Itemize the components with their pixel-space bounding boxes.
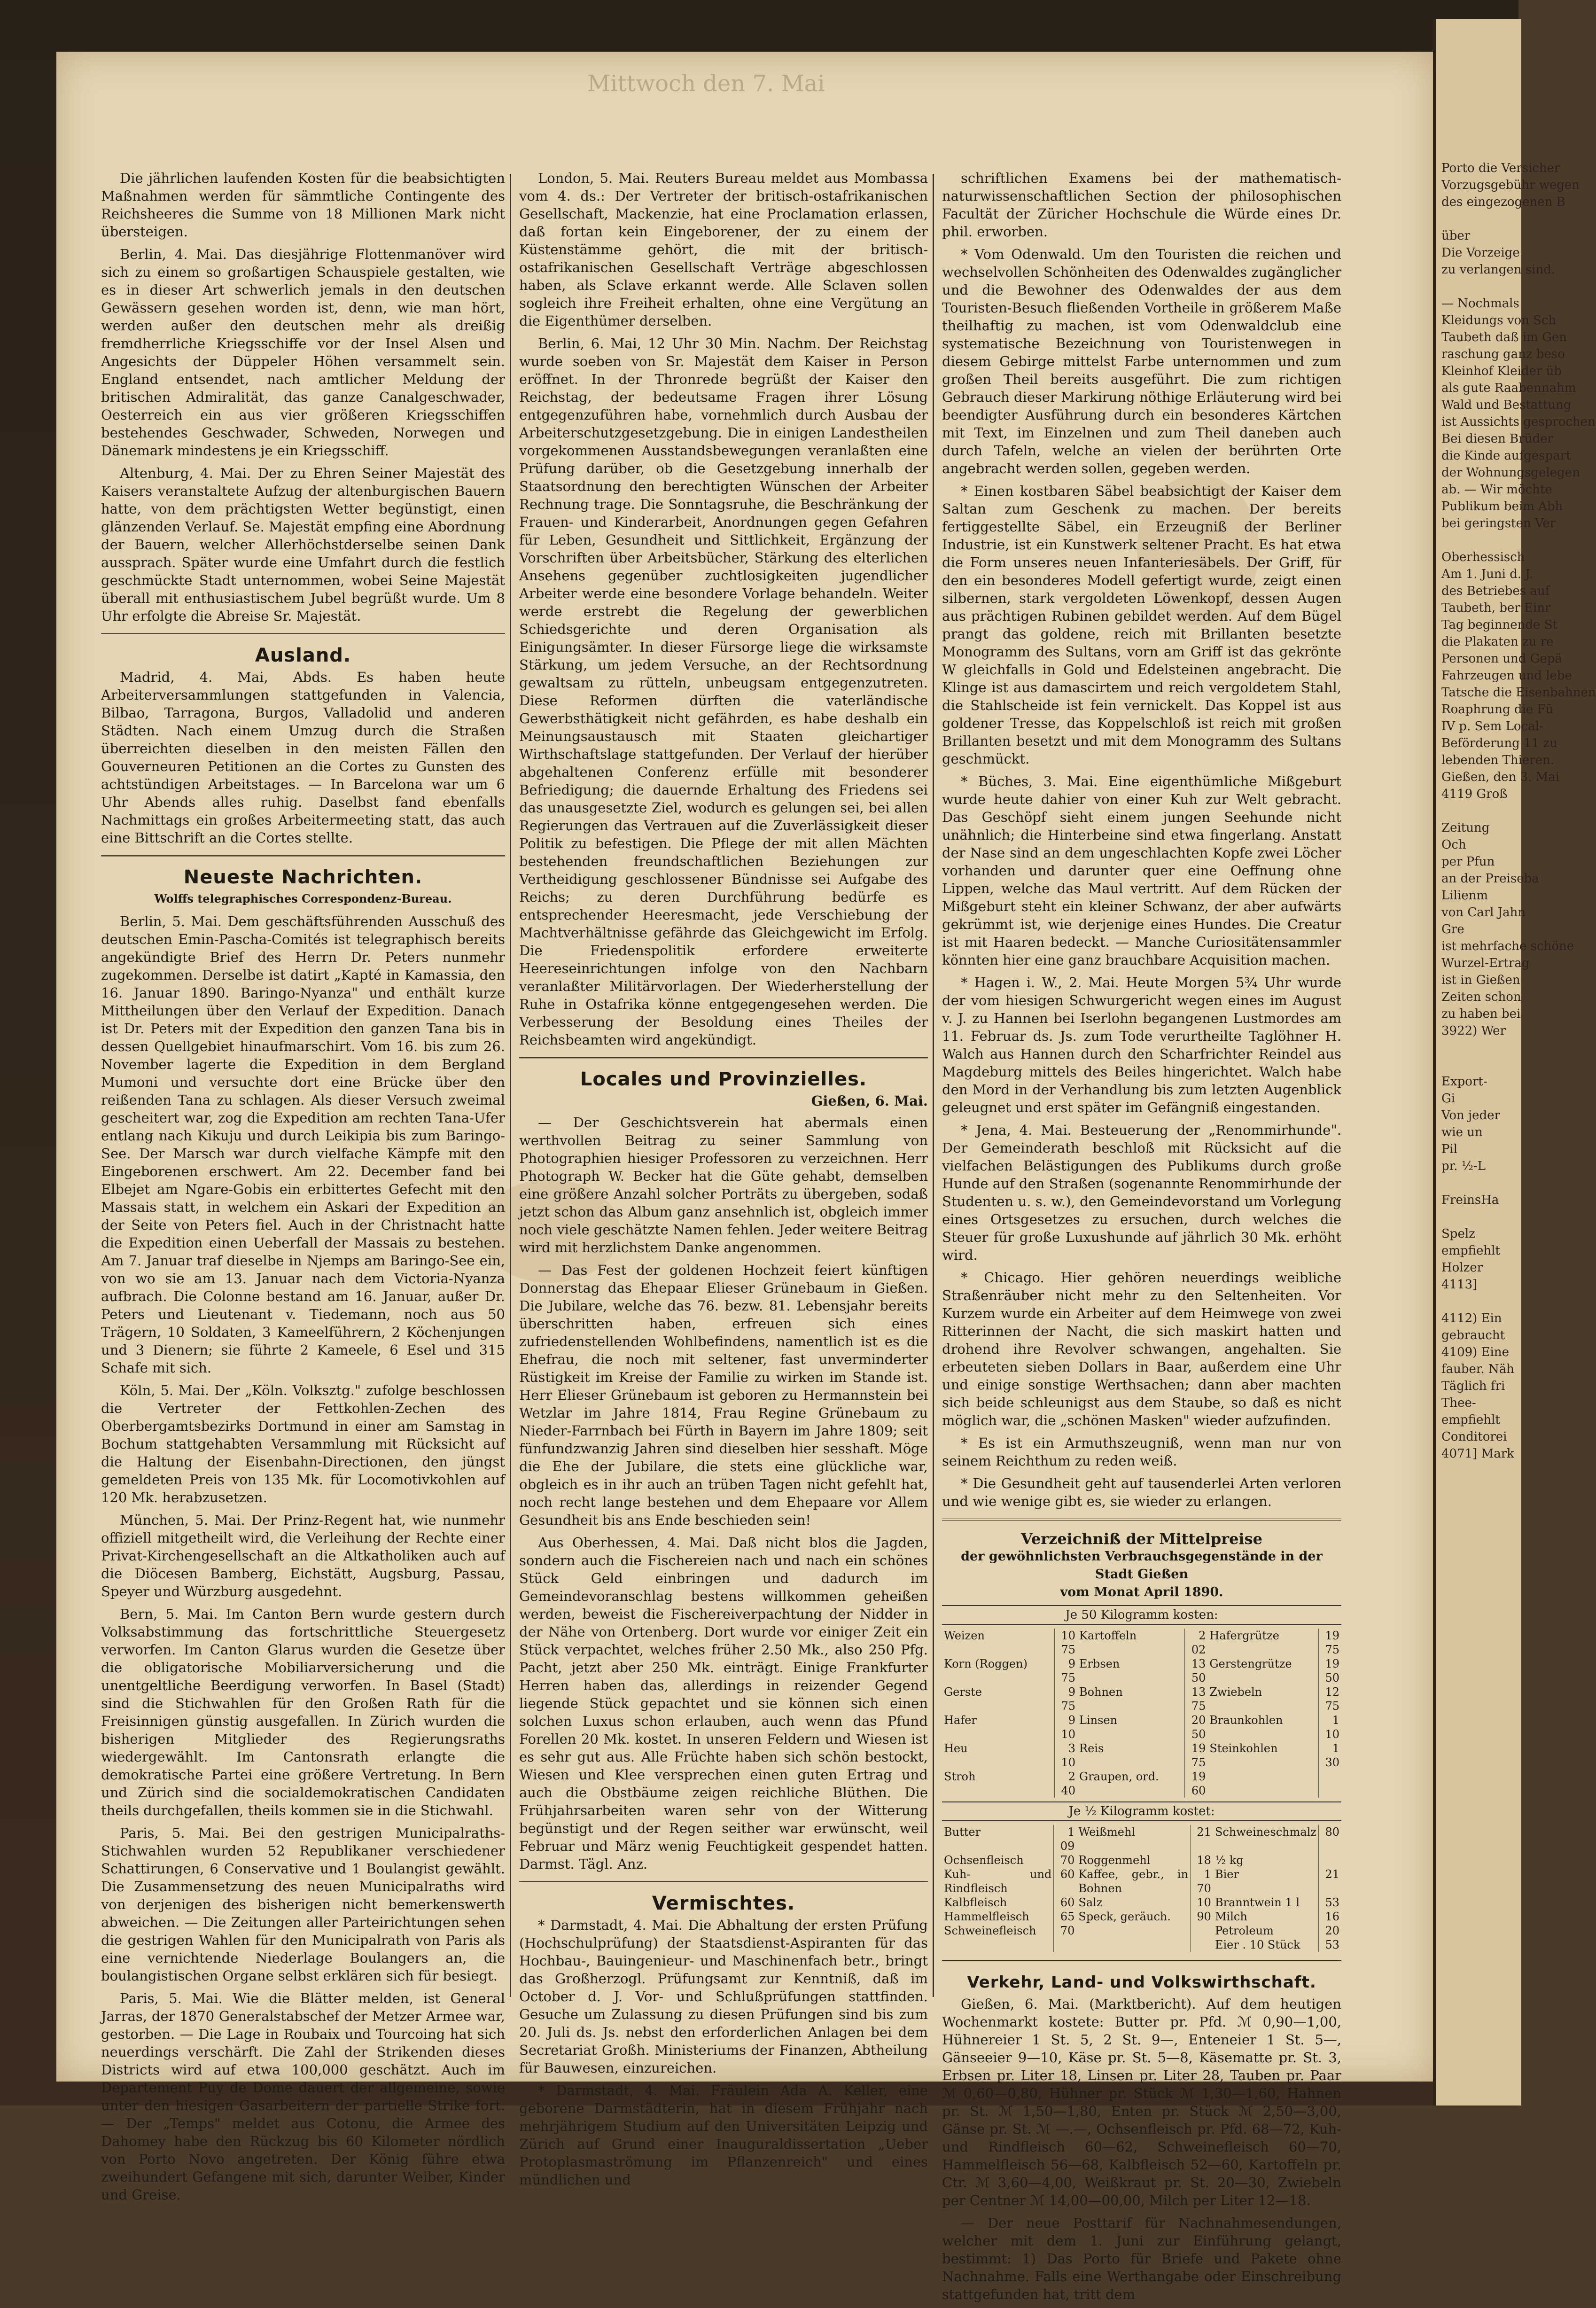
price-item: Reis [1079,1742,1104,1755]
article-paragraph: schriftlichen Examens bei der mathematisch-naturwissenschaftlichen Section der philosophischen Facultät der Züricher Hochschule die Würde eines Dr. phil. erworben. [942,170,1341,240]
price-item: Steinkohlen [1209,1742,1278,1755]
edge-text-line: Gi [1441,1092,1456,1106]
section-heading-neueste-nachrichten: Neueste Nachrichten. [183,866,423,888]
price-table-unit-note: Je 50 Kilogramm kosten: [942,1605,1341,1625]
article-paragraph: * Chicago. Hier gehören neuerdings weibliche Straßenräuber nicht mehr zu den Seltenheiten. Vor Kurzem wurde ein Arbeiter auf dem Heimwege von zwei Ritterinnen der Nacht, die sich maskirt hatten und drohend ihre Revolver schwangen, angehalten. Sie erbeuteten sieben Dollars in Baar, außerdem eine Uhr und einige sonstige Werthsachen; dann aber machten sich beide schleunigst aus dem Staube, so daß es nicht möglich war, die „schönen Masken" wieder aufzufinden. [942,1270,1341,1428]
price-table-unit-note: Je ½ Kilogramm kostet: [942,1801,1341,1821]
section-heading-ausland: Ausland. [255,645,351,666]
article-paragraph: * Vom Odenwald. Um den Touristen die reichen und wechselvollen Schönheiten des Odenwaldes zugänglicher und die Bewohner des Odenwaldes der aus dem Touristen-Besuch fließenden Vortheile in größerem Maße theilhaftig zu machen, ist vom Odenwaldclub eine systematische Bezeichnung von Touristenwegen in diesem Gebirge mittelst Farbe unternommen und zum großen Theil bereits ausgeführt. Die zum richtigen Gebrauch dieser Markirung nöthige Erläuterung wird bei beendigter Ausführung durch ein besonderes Kärtchen mit Text, im Einzelnen und zum Theil daneben auch durch Tafeln, welche an vielen der berührten Orte angebracht werden sollen, gegeben werden. [942,246,1341,476]
edge-text-line: Zeiten schon [1441,990,1521,1004]
edge-text-line: Thee- [1441,1396,1476,1410]
price-item: Zwiebeln [1209,1685,1262,1699]
edge-text-line: 4113] [1441,1278,1478,1292]
price-value: 16 [1319,1910,1342,1924]
price-row [942,1938,1341,1952]
price-row [942,1825,1341,1853]
section-divider [942,1519,1341,1520]
edge-text-line: die Plakaten zu re [1441,635,1554,649]
price-item: Stroh [944,1770,976,1783]
price-value: 21 [1319,1867,1342,1895]
edge-text-line: an der Preiseba [1441,872,1539,886]
price-item: ½ kg [1215,1854,1244,1867]
price-value: 9 10 [1055,1713,1078,1741]
price-row [942,1895,1341,1910]
edge-text-line: Holzer [1441,1261,1483,1275]
edge-text-line: raschung ganz beso [1441,347,1565,361]
price-item: Weizen [944,1629,985,1642]
price-item: Graupen, ord. [1079,1770,1159,1783]
price-value [1319,1770,1342,1798]
edge-text-line: Täglich fri [1441,1379,1505,1393]
edge-text-line: Fahrzeugen und lebe [1441,669,1572,683]
section-heading-vermischtes: Vermischtes. [652,1893,795,1914]
edge-text-line: wie un [1441,1125,1483,1139]
article-paragraph: Gießen, 6. Mai. (Marktbericht). Auf dem heutigen Wochenmarkt kostete: Butter pr. Pfd. ℳ 0,90—1,00, Hühnereier 1 St. 5, 2 St. 9—, Enteneier 1 St. 5—, Gänseeier 9—10, Käse pr. St. 5—8, Käsematte pr. St. 3, Erbsen pr. Liter 18, Linsen pr. Liter 28, Tauben pr. Paar ℳ 0,60—0,80, Hühner pr. Stück ℳ 1,30—1,60, Hahnen pr. St. ℳ 1,50—1,80, Enten pr. Stück ℳ 2,50—3,00, Gänse pr. St. ℳ —.—, Ochsenfleisch pr. Pfd. 68—72, Kuh- und Rindfleisch 60—62, Schweinefleisch 60—70, Hammelfleisch 56—68, Kalbfleisch 52—60, Kartoffeln pr. Ctr. ℳ 3,60—4,00, Weißkraut pr. St. 20—30, Zwiebeln per Centner ℳ 14,00—00,00, Milch per Liter 12—18. [942,1996,1341,2208]
section-divider [942,1960,1341,1962]
article-paragraph: Berlin, 6. Mai, 12 Uhr 30 Min. Nachm. Der Reichstag wurde soeben von Sr. Majestät dem Kaiser in Person eröffnet. In der Thronrede begrüßt der Kaiser den Reichstag, der bedeutsame Fragen ihrer Lösung entgegenzuführen habe, vornehmlich durch Ausbau der Arbeiterschutzgesetzgebung. Die in einigen Landestheilen vorgekommenen Ausstandsbewegungen veranlaßten eine Prüfung darüber, ob die Gesetzgebung innerhalb der Staatsordnung den berechtigten Wünschen der Arbeiter Rechnung trage. Die Sonntagsruhe, die Beschränkung der Frauen- und Kinderarbeit, Anordnungen gegen Gefahren für Leben, Gesundheit und Sittlichkeit, Ergänzung der Vorschriften über Arbeitsbücher, Stärkung des elterlichen Ansehens gegenüber zuchtlosigkeiten jugendlicher Arbeiter werde eine besondere Vorlage behandeln. Weiter werde erstrebt die Regelung der gewerblichen Schiedsgerichte und deren Organisation als Einigungsämter. In dieser Fürsorge liege die wirksamste Stärkung, um jedem Versuche, an der Rechtsordnung gewaltsam zu rütteln, unbeugsam entgegenzutreten. Diese Reformen dürften die vaterländische Gewerbsthätigkeit nicht gefährden, es habe deshalb ein Meinungsaustausch mit Staaten gleichartiger Wirthschaftslage stattgefunden. Der Verlauf der hierüber abgehaltenen Conferenz erfülle mit besonderer Befriedigung; die dauernde Erhaltung des Friedens sei das unausgesetzte Ziel, wodurch es gelungen sei, bei allen Regierungen das Vertrauen auf die Zuverlässigkeit dieser Politik zu befestigen. Die Pflege der mit allen Mächten bestehenden freundschaftlichen Beziehungen zur Vertheidigung geschlossener Bündnisse sei Aufgabe des Reichs; zu deren Durchführung bedürfe es entsprechender Heeresmacht, jede Verschiebung der Machtverhältnisse gefährde das Gleichgewicht im Erfolg. Die Friedenspolitik erfordere erweiterte Heereseinrichtungen infolge von den Nachbarn veranlaßter Militärvorlagen. Der Wiederherstellung der Ruhe in Ostafrika könne entgegengesehen werden. Die Verbesserung der Besoldung eines Theiles der Reichsbeamten wird angekündigt. [519,335,928,1048]
article-paragraph: * Die Gesundheit geht auf tausenderlei Arten verloren und wie wenige gibt es, sie wieder zu erlangen. [942,1475,1341,1509]
edge-text-line: per Pfun [1441,855,1495,869]
price-item: Gerstengrütze [1209,1657,1292,1670]
article-paragraph: * Jena, 4. Mai. Besteuerung der „Renommirhunde". Der Gemeinderath beschloß mit Rücksicht auf die vielfachen Belästigungen des Publikums durch große Hunde auf den Straßen (sogenannte Renommirhunde der Studenten u. s. w.), den Gemeindevorstand um Vorlegung eines Ortsgesetzes zu ersuchen, durch welches die Steuer für große Luxushunde auf jährlich 30 Mk. erhöht wird. [942,1122,1341,1263]
section-subheading: Wolffs telegraphisches Correspondenz-Bureau. [154,892,452,905]
edge-text-line: ist Aussichts gesprochen [1441,415,1596,429]
edge-text-line: Kleinhof Kleider üb [1441,364,1562,378]
price-value: 13 75 [1185,1685,1208,1713]
article-paragraph: * Darmstadt, 4. Mai. Fräulein Ada A. Keller, eine geborene Darmstädterin, hat in diesem Frühjahr nach mehrjährigem Studium auf den Universitäten Leipzig und Zürich auf Grund einer Inauguraldissertation „Ueber Protoplasmaströmung im Pflanzenreich" und eines mündlichen und [519,2082,928,2188]
edge-text-line [1436,803,1521,819]
price-value: 70 [1054,1924,1077,1938]
column-rule [933,174,934,1997]
price-item: Ochsenfleisch [944,1854,1024,1867]
price-item: Eier . 10 Stück [1215,1938,1300,1951]
price-value: 9 75 [1055,1685,1078,1713]
price-value: 18 [1190,1853,1213,1867]
edge-text-line: gebraucht [1441,1328,1505,1342]
price-item: Kalbfleisch [944,1896,1007,1909]
price-item: Kuh- und Rindfleisch [944,1868,1052,1895]
price-item [1076,1938,1190,1952]
edge-text-line: Wald und Bestattung [1441,398,1572,412]
article-paragraph: — Der neue Posttarif für Nachnahmesendungen, welcher mit dem 1. Juni zur Einführung gelangt, bestimmt: 1) Das Porto für Briefe und Pakete ohne Nachnahme. Falls eine Werthangabe oder Einschreibung stattgefunden hat, tritt dem [942,2215,1341,2302]
edge-text-line: 4071] Mark [1441,1447,1514,1461]
edge-text-line: Lilienm [1441,889,1488,903]
edge-text-line: Personen und Gepä [1441,652,1562,666]
price-value: 19 75 [1319,1629,1342,1657]
article-paragraph: * Einen kostbaren Säbel beabsichtigt der Kaiser dem Saltan zum Geschenk zu machen. Der bereits fertiggestellte Säbel, ein Erzeugniß der Berliner Industrie, ist ein Kunstwerk seltener Pracht. Es hat etwa die Form unseres neuen Infanteriesäbels. Der Griff, für den ein besonderes Modell gefertigt wurde, zeigt einen silbernen, stark vergoldeten Löwenkopf, dessen Augen aus prächtigen Rubinen gebildet werden. Auf dem Bügel prangt das goldene, reich mit Brillanten besetzte Monogramm des Sultans, vorn am Griff ist das gekrönte W gleichfalls in Gold und Edelsteinen angebracht. Die Klinge ist aus damascirtem und reich vergoldetem Stahl, die Stahlscheide ist fein vernickelt. Das Koppel ist aus goldener Tresse, das Koppelschloß ist reich mit großen Brillanten besetzt und mit dem Monogramm des Sultans geschmückt. [942,483,1341,767]
price-row [942,1629,1341,1657]
edge-text-line: Taubeth, ber Einr [1441,601,1551,615]
price-table-month: vom Monat April 1890. [1060,1585,1223,1599]
price-value: 3 10 [1055,1741,1078,1770]
edge-text-line: der Wohnungsgelegen [1441,466,1580,480]
article-paragraph: * Es ist ein Armuthszeugniß, wenn man nur von seinem Reichthum zu reden weiß. [942,1435,1341,1469]
article-paragraph: — Der Geschichtsverein hat abermals einen werthvollen Beitrag zu seiner Sammlung von Photographien hiesiger Professoren zu verzeichnen. Herr Photograph W. Becker hat die Güte gehabt, demselben eine größere Anzahl solcher Porträts zu übergeben, sodaß jetzt schon das Album ganz ansehnlich ist, obgleich immer noch viele geschätzte Namen fehlen. Jeder weitere Beitrag wird mit herzlichstem Danke angenommen. [519,1115,928,1255]
price-value: 21 [1190,1825,1213,1853]
edge-text-line: Conditorei [1441,1430,1507,1444]
price-value: 9 75 [1055,1657,1078,1685]
price-item: Heu [944,1742,968,1755]
section-divider [101,855,505,857]
price-value: 80 [1319,1825,1342,1853]
edge-text-line [1436,1175,1521,1192]
edge-text-line [1436,1293,1521,1310]
price-row [942,1867,1341,1895]
price-item: Milch [1215,1910,1247,1923]
price-value: 10 75 [1055,1629,1078,1657]
section-divider [519,1057,928,1059]
edge-text-line [1436,211,1521,227]
edge-text-line: Von jeder [1441,1108,1500,1123]
edge-text-line: zu verlangen sind. [1441,263,1556,277]
price-item: Korn (Roggen) [944,1657,1028,1670]
price-row [942,1770,1341,1798]
edge-text-line: — Nochmals [1441,296,1519,311]
edge-text-line: zu haben bei [1441,1007,1521,1021]
price-value: 1 70 [1190,1867,1213,1895]
dateline: Gießen, 6. Mai. [811,1093,928,1109]
edge-text-line: Tatsche die Eisenbahnen [1441,686,1596,700]
price-item: Gerste [944,1685,982,1699]
price-row [942,1713,1341,1741]
article-paragraph: * Darmstadt, 4. Mai. Die Abhaltung der ersten Prüfung (Hochschulprüfung) der Staatsdienst-Aspiranten für das Hochbau-, Bauingenieur- und Maschinenfach betr., bringt das Großherzogl. Prüfungsamt zur Kenntniß, daß im October d. J. Vor- und Schlußprüfungen stattfinden. Gesuche um Zulassung zu diesen Prüfungen sind bis zum 20. Juli ds. Js. nebst den erforderlichen Anlagen bei dem Secretariat Großh. Ministeriums der Finanzen, Abtheilung für Bauwesen, einzureichen. [519,1917,928,2076]
edge-text-line: Gießen, den 3. Mai [1441,770,1560,784]
edge-text-line: Porto die Versicher [1441,161,1560,175]
price-item: Schweinefleisch [944,1924,1036,1937]
price-value: 12 75 [1319,1685,1342,1713]
price-row [942,1910,1341,1924]
price-item: Hammelfleisch [944,1910,1029,1923]
edge-text-line: Spelz [1441,1227,1475,1241]
price-item: Schweineschmalz [1215,1825,1316,1839]
price-value: 13 50 [1185,1657,1208,1685]
edge-text-line: Die Vorzeige [1441,246,1520,260]
edge-text-line: Am 1. Juni d. J. [1441,567,1534,581]
article-paragraph: Berlin, 5. Mai. Dem geschäftsführenden Ausschuß des deutschen Emin-Pascha-Comités ist telegraphisch bereits angekündigte Brief des Herrn Dr. Peters nunmehr zugekommen. Derselbe ist datirt „Kapté in Kamassia, den 16. Januar 1890. Baringo-Nyanza" und enthält kurze Mittheilungen über den Verlauf der Expedition. Danach ist Dr. Peters mit der Expedition den ganzen Tana bis in dessen Quellgebiet hinaufmarschirt. Vom 16. bis zum 26. November lagerte die Expedition in dem Bergland Mumoni und versuchte dort eine Brücke über den reißenden Tana zu schlagen. Als dieser Versuch zweimal gescheitert war, zog die Expedition am rechten Tana-Ufer entlang nach Kikuju und durch Leikipia bis zum Baringo-See. Der Marsch war durch vielfache Kämpfe mit den Eingeborenen erschwert. Am 22. December fand bei Elbejet am Ngare-Gobis ein erbittertes Gefecht mit den Massais statt, in welchem ein Askari der Expedition an der Seite von Peters fiel. Auch in der Christnacht hatte die Expedition einen Ueberfall der Massais zu bestehen. Am 7. Januar traf dieselbe in Njemps am Baringo-See ein, von wo sie am 13. Januar nach dem Victoria-Nyanza aufbrach. Die Colonne bestand am 16. Januar, außer Dr. Peters und Lieutenant v. Tiedemann, noch aus 50 Trägern, 10 Soldaten, 3 Kameelführern, 2 Köchenjungen und 3 Dienern; sie führte 2 Kameele, 6 Esel und 315 Schafe mit sich. [101,913,505,1376]
edge-text-line: bei geringsten Ver [1441,516,1556,530]
price-value [1190,1924,1213,1938]
price-value: 65 [1054,1910,1077,1924]
edge-text-line: Roaphrung die Fü [1441,702,1554,717]
edge-text-line: FreinsHa [1441,1193,1499,1207]
edge-text-line: Pil [1441,1142,1458,1156]
edge-text-line [1436,1209,1521,1225]
edge-text-line [1436,1039,1521,1056]
edge-text-line: 3922) Wer [1441,1024,1506,1038]
price-item: Weißmehl [1078,1825,1136,1839]
edge-text-line [1436,278,1521,295]
column-2 [519,169,928,2193]
price-item: Butter [944,1825,981,1839]
article-paragraph: Berlin, 4. Mai. Das diesjährige Flottenmanöver wird sich zu einem so großartigen Schauspiele gestalten, wie es in dieser Art schwerlich jemals in den deutschen Gewässern gesehen worden ist, denn, wie man hört, werden außer den deutschen mehr als dreißig fremdherrliche Kriegsschiffe vor der Insel Alsen und Angesichts der Düppeler Höhen versammelt sein. England entsendet, nach amtlicher Meldung der britischen Admiralität, das ganze Canalgeschwader, Oesterreich ein aus vier größeren Kriegsschiffen bestehendes Geschwader, Schweden, Norwegen und Dänemark mindestens je ein Kriegsschiff. [101,246,505,459]
edge-text-line: Vorzugsgebühr wegen [1441,178,1580,192]
article-paragraph: Aus Oberhessen, 4. Mai. Daß nicht blos die Jagden, sondern auch die Fischereien nach und nach ein schönes Stück Geld einbringen und dadurch im Gemeindevoranschlag bestens willkommen geheißen werden, beweist die Fischereiverpachtung der Nidder in der Nähe von Ortenberg. Dort wurde vor einiger Zeit ein Stück verpachtet, welches früher 2.50 Mk., also 250 Pfg. Pacht, jetzt aber 250 Mk. einträgt. Einige Frankfurter Herren haben das, allerdings in reizender Gegend liegende Stück gepachtet und sie können sich einen solchen Luxus schon erlauben, auch wenn das Pfund Forellen 20 Mk. kostet. In unseren Feldern und Wiesen ist es sehr gut aus. Alle Früchte haben sich schön bestockt, Wiesen und Klee versprechen einen guten Ertrag und auch die Obstbäume zeigen reichliche Blüthen. Die Frühjahrsarbeiten waren sehr von der Witterung begünstigt und der Regen seither war erwünscht, weil Februar und März wenig Feuchtigkeit gespendet hatten. Darmst. Tägl. Anz. [519,1535,928,1872]
price-row [942,1657,1341,1685]
price-value: 53 [1319,1895,1342,1910]
price-item: Linsen [1079,1714,1118,1727]
price-value [1054,1938,1077,1952]
edge-text-line: 4109) Eine [1441,1345,1510,1359]
edge-text-line: Export- [1441,1075,1487,1089]
edge-text-line: Gre [1441,922,1464,936]
edge-text-line: fauber. Näh [1441,1362,1514,1376]
price-row [942,1685,1341,1713]
edge-text-line: 4119 Groß [1441,787,1508,801]
article-paragraph: Altenburg, 4. Mai. Der zu Ehren Seiner Majestät des Kaisers veranstaltete Aufzug der altenburgischen Bauern hatte, von dem prächtigsten Wetter begünstigt, einen glänzenden Verlauf. Se. Majestät empfing eine Abordnung der Bauern, welcher Allerhöchstderselbe seinen Dank aussprach. Später wurde eine Umfahrt durch die festlich geschmückte Stadt unternommen, wobei Seine Majestät überall mit enthusiastischem Jubel begrüßt wurde. Um 8 Uhr erfolgte die Abreise Sr. Majestät. [101,465,505,624]
edge-text-line: Och [1441,838,1466,852]
price-item: Erbsen [1079,1657,1120,1670]
article-paragraph: Madrid, 4. Mai, Abds. Es haben heute Arbeiterversammlungen stattgefunden in Valencia, Bilbao, Tarragona, Burgos, Valladolid und anderen Städten. Nach einem Umzug durch die Straßen überreichten dieselben in den meisten Fällen den Gouverneuren Petitionen an die Cortes zu Gunsten des achtstündigen Arbeitstages. — In Barcelona war um 6 Uhr Abends alles ruhig. Daselbst fand ebenfalls Nachmittags ein großes Arbeitermeeting statt, das auch eine Bittschrift an die Cortes stellte. [101,669,505,846]
price-item: Branntwein 1 l [1215,1896,1300,1909]
price-value: 53 [1319,1938,1342,1952]
price-table-subtitle: der gewöhnlichsten Verbrauchsgegenstände in der Stadt Gießen [961,1549,1323,1582]
edge-text-line: Wurzel-Ertrag [1441,956,1530,970]
price-value: 90 [1190,1910,1213,1924]
edge-text-line: pr. ½-L [1441,1159,1486,1173]
article-paragraph: Paris, 5. Mai. Bei den gestrigen Municipalraths-Stichwahlen wurden 52 Republikaner verschiedener Schattirungen, 6 Conservative und 1 Boulangist gewählt. Die Zusammensetzung des neuen Municipalraths wird von derjenigen des bisherigen nicht bemerkenswerth abweichen. — Die Zeitungen aller Parteirichtungen sehen die gestrigen Wahlen für den Municipalrath von Paris als eine vernichtende Niederlage Boulangers an, die boulangistischen Organe selbst erklären sich für besiegt. [101,1825,505,1984]
price-value: 10 [1190,1895,1213,1910]
article-paragraph: Köln, 5. Mai. Der „Köln. Volksztg." zufolge beschlossen die Vertreter der Fettkohlen-Zechen des Oberbergamtsbezirks Dortmund in einer am Samstag in Bochum stattgehabten Versammlung mit Rücksicht auf die Haltung der Eisenbahn-Directionen, den jüngst gemeldeten Preis von 135 Mk. für Locomotivkohlen auf 120 Mk. herabzusetzen. [101,1382,505,1505]
edge-text-line: als gute Raabennahm [1441,381,1576,395]
price-item: Kaffee, gebr., in Bohnen [1078,1868,1188,1895]
price-value: 19 50 [1319,1657,1342,1685]
price-item: Petroleum [1215,1924,1274,1937]
edge-text-line [1436,532,1521,549]
article-paragraph: — Das Fest der goldenen Hochzeit feiert künftigen Donnerstag das Ehepaar Elieser Grünebaum in Gießen. Die Jubilare, welche das 76. bezw. 81. Lebensjahr bereits überschritten haben, erfreuen sich eines zufriedenstellenden Wohlbefindens, namentlich ist es die Ehefrau, die noch mit seltener, fast unverminderter Rüstigkeit im Kreise der Familie zu wirken im Stande ist. Herr Elieser Grünebaum ist geboren zu Hermannstein bei Wetzlar im Jahre 1814, Frau Regine Grünebaum zu Nieder-Farrnbach bei Fürth in Bayern im Jahre 1809; seit fünfundzwanzig Jahren sind dieselben hier sesshaft. Möge die Ehe der Jubilare, die stets eine glückliche war, obgleich es in ihr auch an trüben Tagen nicht gefehlt hat, noch recht lange bestehen und dem Ehepaare vor Allem Gesundheit bis ans Ende beschieden sein! [519,1262,928,1528]
price-row [942,1741,1341,1770]
price-table-50kg [942,1629,1341,1798]
edge-text-line: des Betriebes auf [1441,584,1550,598]
edge-text-line: Tag beginnende St [1441,618,1557,632]
price-value: 19 60 [1185,1770,1208,1798]
price-item: Salz [1078,1896,1103,1909]
price-item: Hafer [944,1714,977,1727]
edge-text-line: Oberhessisch [1441,550,1525,564]
edge-text-line: Publikum beim Abh [1441,499,1563,514]
column-rule [510,174,511,1997]
edge-text-line: Bei diesen Brüder [1441,432,1553,446]
column-1 [101,169,505,2208]
price-item: Braunkohlen [1209,1714,1283,1727]
price-table-halfkg [942,1825,1341,1952]
bleed-through-header: Mittwoch den 7. Mai [587,70,825,97]
edge-text-line: ist mehrfache schöne [1441,939,1574,953]
section-heading-locales: Locales und Provinzielles. [580,1068,867,1090]
article-paragraph: Die jährlichen laufenden Kosten für die beabsichtigten Maßnahmen werden für sämmtliche Contingente des Reichsheeres die Summe von 18 Millionen Mark nicht übersteigen. [101,170,505,240]
edge-text-line: des eingezogenen B [1441,195,1565,209]
price-value: 2 02 [1185,1629,1208,1657]
price-value: 60 [1054,1895,1077,1910]
price-item: Bier [1215,1868,1239,1881]
price-value: 1 30 [1319,1741,1342,1770]
price-value: 19 75 [1185,1741,1208,1770]
edge-text-line: Beförderung 11 zu [1441,736,1557,750]
price-item: Bohnen [1079,1685,1123,1699]
article-paragraph: London, 5. Mai. Reuters Bureau meldet aus Mombassa vom 4. ds.: Der Vertreter der britisch-ostafrikanischen Gesellschaft, Mackenzie, hat eine Proclamation erlassen, daß fortan kein Eingeborener, der zu einem der Küstenstämme gehört, die mit der britisch-ostafrikanischen Gesellschaft Verträge abgeschlossen haben, als Sclave erkannt werde. Alle Sclaven sollen sogleich ihre Freiheit erhalten, ohne eine Vergütung an die Eigenthümer derselben. [519,170,928,329]
edge-text-line: Kleidungs von Sch [1441,313,1557,327]
section-divider [101,633,505,635]
edge-text-line: 4112) Ein [1441,1311,1502,1326]
price-value: 20 [1319,1924,1342,1938]
edge-text-line: über [1441,229,1471,243]
edge-text-line: Zeitung [1441,821,1490,835]
edge-text-line: ab. — Wir möchte [1441,483,1552,497]
edge-text-line [1436,1056,1521,1073]
article-paragraph: * Büches, 3. Mai. Eine eigenthümliche Mißgeburt wurde heute dahier von einer Kuh zur Welt gebracht. Das Geschöpf sieht einem jungen Seehunde nicht unähnlich; die Hinterbeine sind etwa fingerlang. Anstatt der Nase sind an dem ungeschlachten Kopfe zwei Löcher vorhanden und darunter quer eine Oeffnung ohne Lippen, welche das Maul vertritt. Auf dem Rücken der Mißgeburt steht ein kleiner Schwanz, der aber aufwärts gekrümmt ist, wie derjenige eines Hundes. Die Creatur ist mit Haaren bedeckt. — Manche Curiositätensammler könnten hier eine ganz brauchbare Acquisition machen. [942,773,1341,968]
section-heading-verkehr: Verkehr, Land- und Volkswirthschaft. [967,1973,1316,1992]
edge-text-line: IV p. Sem Local- [1441,719,1543,733]
edge-text-line: die Kinde aufgespart [1441,449,1571,463]
column-3 [942,169,1341,2308]
edge-text-line: lebenden Thieren. [1441,753,1555,767]
price-item: Kartoffeln [1079,1629,1137,1642]
price-row [942,1924,1341,1938]
article-paragraph: * Hagen i. W., 2. Mai. Heute Morgen 5¾ Uhr wurde der vom hiesigen Schwurgericht wegen eines im August v. J. zu Hannen bei Iserlohn begangenen Lustmordes am 11. Februar ds. Js. zum Tode verurtheilte Taglöhner H. Walch aus Hannen durch den Scharfrichter Reindel aus Magdeburg mittels des Beiles hingerichtet. Walch habe den Mord in der Verhandlung bis zum letzten Augenblick geleugnet und erst später im Gefängniß eingestanden. [942,975,1341,1115]
price-value: 20 50 [1185,1713,1208,1741]
section-divider [519,1881,928,1883]
price-item: Roggenmehl [1078,1854,1151,1867]
price-item [1076,1924,1190,1938]
article-paragraph: Paris, 5. Mai. Wie die Blätter melden, ist General Jarras, der 1870 Generalstabschef der Metzer Armee war, gestorben. — Die Lage in Roubaix und Tourcoing hat sich neuerdings verschärft. Die Zahl der Strikenden dieses Districts wird auf etwa 100,000 geschätzt. Auch im Departement Puy de Dome dauert der allgemeine, sowie unter den hiesigen Gasarbeitern der partielle Strike fort. — Der „Temps" meldet aus Cotonu, die Armee des Dahomey habe den Rückzug bis 60 Kilometer nördlich von Porto Novo angetreten. Der König führe etwa zweihundert Gefangene mit sich, darunter Weiber, Kinder und Greise. [101,1990,505,2203]
price-value: 70 [1054,1853,1077,1867]
price-value [1319,1853,1342,1867]
article-paragraph: München, 5. Mai. Der Prinz-Regent hat, wie nunmehr offiziell mitgetheilt wird, die Verleihung der Rechte einer Privat-Kirchengesellschaft an die Altkatholiken auch auf die Diöcesen Bamberg, Eichstätt, Augsburg, Passau, Speyer und Würzburg ausgedehnt. [101,1512,505,1599]
edge-text-line: empfiehlt [1441,1413,1500,1427]
edge-text-line: von Carl Jahn [1441,905,1526,920]
edge-text-line: Taubeth daß im Gen [1441,330,1567,344]
adjacent-page-edge [1433,19,1596,2105]
price-item [1207,1770,1318,1798]
price-value: 1 09 [1054,1825,1077,1853]
edge-text-line: empfiehlt [1441,1244,1500,1258]
price-item: Speck, geräuch. [1078,1910,1171,1923]
price-value: 2 40 [1055,1770,1078,1798]
article-paragraph: Bern, 5. Mai. Im Canton Bern wurde gestern durch Volksabstimmung das fortschrittliche Steuergesetz verworfen. Im Canton Glarus wurden die Gesetze über die obligatorische Mobiliarversicherung und die unentgeltliche Beerdigung verworfen. In Basel (Stadt) sind die Stichwahlen für den Großen Rath für die Freisinnigen günstig ausgefallen. In Zürich wurden die bisherigen Mitglieder des Regierungsraths wiedergewählt. Im Cantonsrath erlangte die demokratische Partei eine größere Vertretung. In Bern und Zürich sind die socialdemokratischen Candidaten theils durchgefallen, theils kommen sie in die Stichwahl. [101,1606,505,1818]
edge-text-line: ist in Gießen [1441,973,1520,987]
price-item [942,1938,1054,1952]
price-value [1190,1938,1213,1952]
price-value: 60 [1054,1867,1077,1895]
price-value: 1 10 [1319,1713,1342,1741]
price-table-title: Verzeichniß der Mittelpreise [1021,1530,1262,1548]
price-item: Hafergrütze [1209,1629,1279,1642]
price-row [942,1853,1341,1867]
